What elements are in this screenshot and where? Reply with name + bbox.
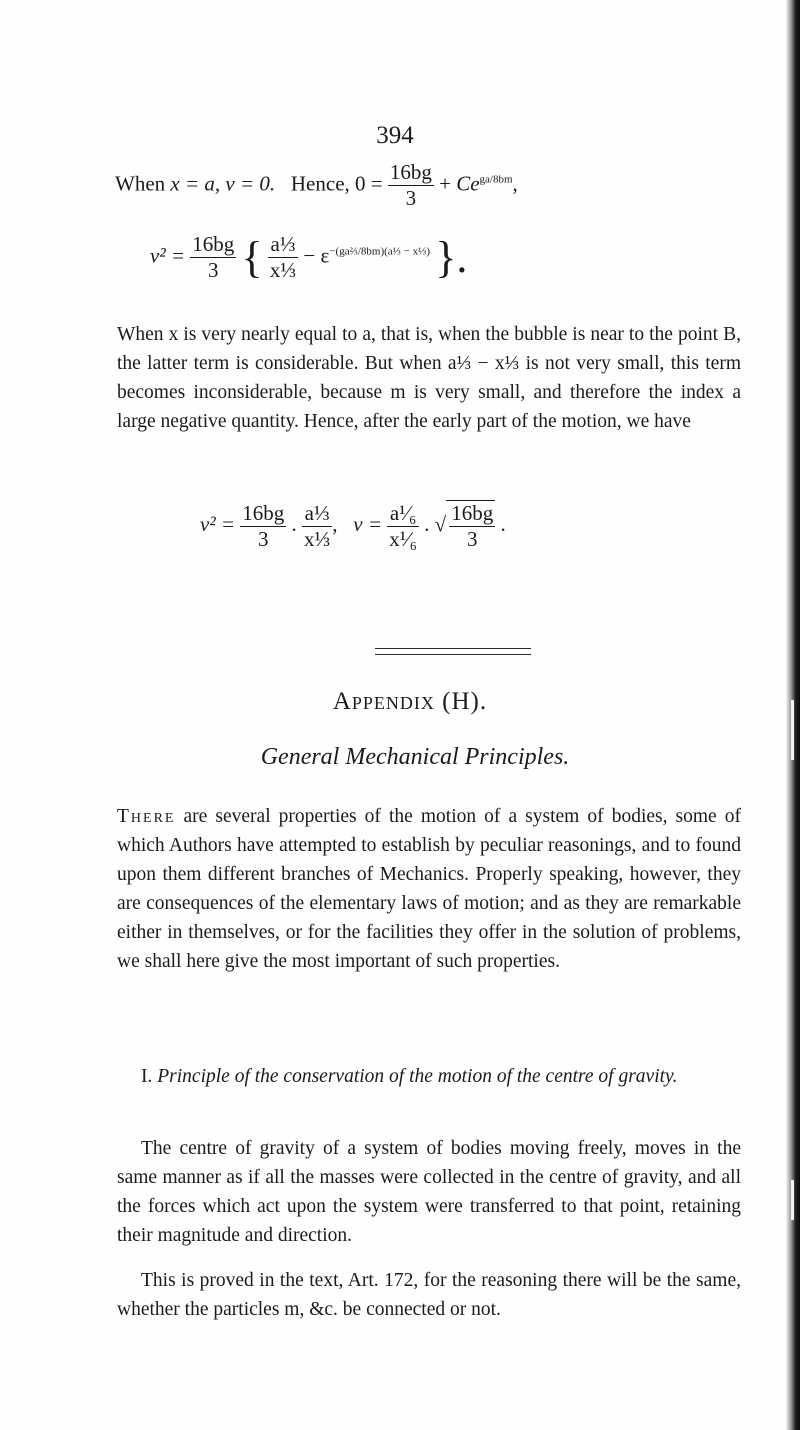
eq1-denominator: 3 [388,185,434,211]
equation-2 [150,232,467,283]
eq3-term-numerator: a⅓ [304,500,330,525]
page-number: 394 [376,122,414,149]
eq3-lhs: v² = [200,511,236,536]
principle-label: I. [141,1066,153,1087]
eq2-term-denominator: x⅓ [269,258,297,282]
radical-sign-icon: √ [434,512,447,537]
equation-1 [115,160,518,211]
eq1-exponent: ga/8bm [479,173,513,186]
eq3-radicand-numerator: 16bg [451,501,494,525]
equation-3 [200,500,506,552]
eq1-condition: x = a, v = 0. [170,171,276,196]
eq2-denominator: 3 [190,257,236,283]
eq1-lead: When [115,171,166,196]
eq3-term-denominator: x⅓ [304,526,331,551]
eq2-numerator: 16bg [192,232,235,256]
eq3-root-denominator: x¹⁄₆ [389,526,417,551]
principle-title: Principle of the conservation of the motion of the centre of gravity. [157,1066,678,1087]
eq2-close-brace: }. [435,233,468,282]
eq2-term [268,232,298,283]
eq2-term-numerator: a⅓ [270,232,296,256]
eq3-denominator: 3 [240,526,286,552]
eq1-constant: Ce [456,171,480,196]
paragraph-proof-reference: This is proved in the text, Art. 172, for the reasoning there will be the same, whether the particles m, &c. be connected or not. [117,1270,741,1320]
eq3-radicand [449,501,495,552]
eq2-exponent: −(ga⅔/8bm)(a⅓ − x⅓) [329,245,431,258]
eq2-minus: − ε [303,243,330,268]
eq3-radical [435,500,496,552]
eq3-fraction [240,501,286,552]
eq3-root-numerator: a¹⁄₆ [389,500,417,525]
paragraph-properties [117,802,741,976]
eq2-fraction [190,232,236,283]
eq3-dot-2: . [424,511,430,536]
eq3-radicand-denominator: 3 [449,526,495,552]
eq1-hence: Hence, [290,171,350,196]
paragraph-intro: When x is very nearly equal to a, that is, when the bubble is near to the point B, the latter term is considerable. But when a⅓ − x⅓ is not very small, this term becomes inconsiderable, because m is very small, and therefore the index a large negative quantity. Hence, after the early part of the motion, we have [117,324,741,432]
appendix-heading: Appendix (H). [332,688,488,715]
section-divider-rule [375,648,531,649]
eq3-dot: . [291,511,297,536]
eq1-plus: + [439,171,451,196]
section-title: General Mechanical Principles. [260,744,570,770]
eq2-open-brace: { [241,233,263,282]
eq3-v: v = [353,511,383,536]
paragraph-first-word: There [117,806,176,827]
eq3-numerator: 16bg [242,500,285,525]
eq3-end: . [500,511,506,536]
section-divider-rule [375,654,531,655]
eq3-separator: , [332,511,338,536]
eq2-lhs: v² = [150,243,186,268]
eq3-root-fraction [387,501,419,552]
eq1-numerator: 16bg [389,160,432,184]
eq1-fraction [388,160,434,211]
paragraph-centre-of-gravity: The centre of gravity of a system of bodies moving freely, moves in the same manner as if all the masses were collected in the centre of gravity, and all the forces which act upon the system were transferred to that point, retaining their magnitude and direction. [117,1138,741,1246]
scan-edge-spot [791,1180,794,1220]
eq1-lhs: 0 = [355,171,383,196]
principle-heading [117,1062,741,1091]
paragraph-properties-text: are several properties of the motion of a system of bodies, some of which Authors have attempted to establish by peculiar reasonings, and to found upon them different branches of Mechanics. Properly speaking, however, they are consequences of the elementary laws of motion; and as they are remarkable either in themselves, or for the facilities they offer in the solution of problems, we shall here give the most important of such properties. [117,806,742,972]
eq1-tail: , [512,171,518,196]
eq3-term [302,501,332,552]
